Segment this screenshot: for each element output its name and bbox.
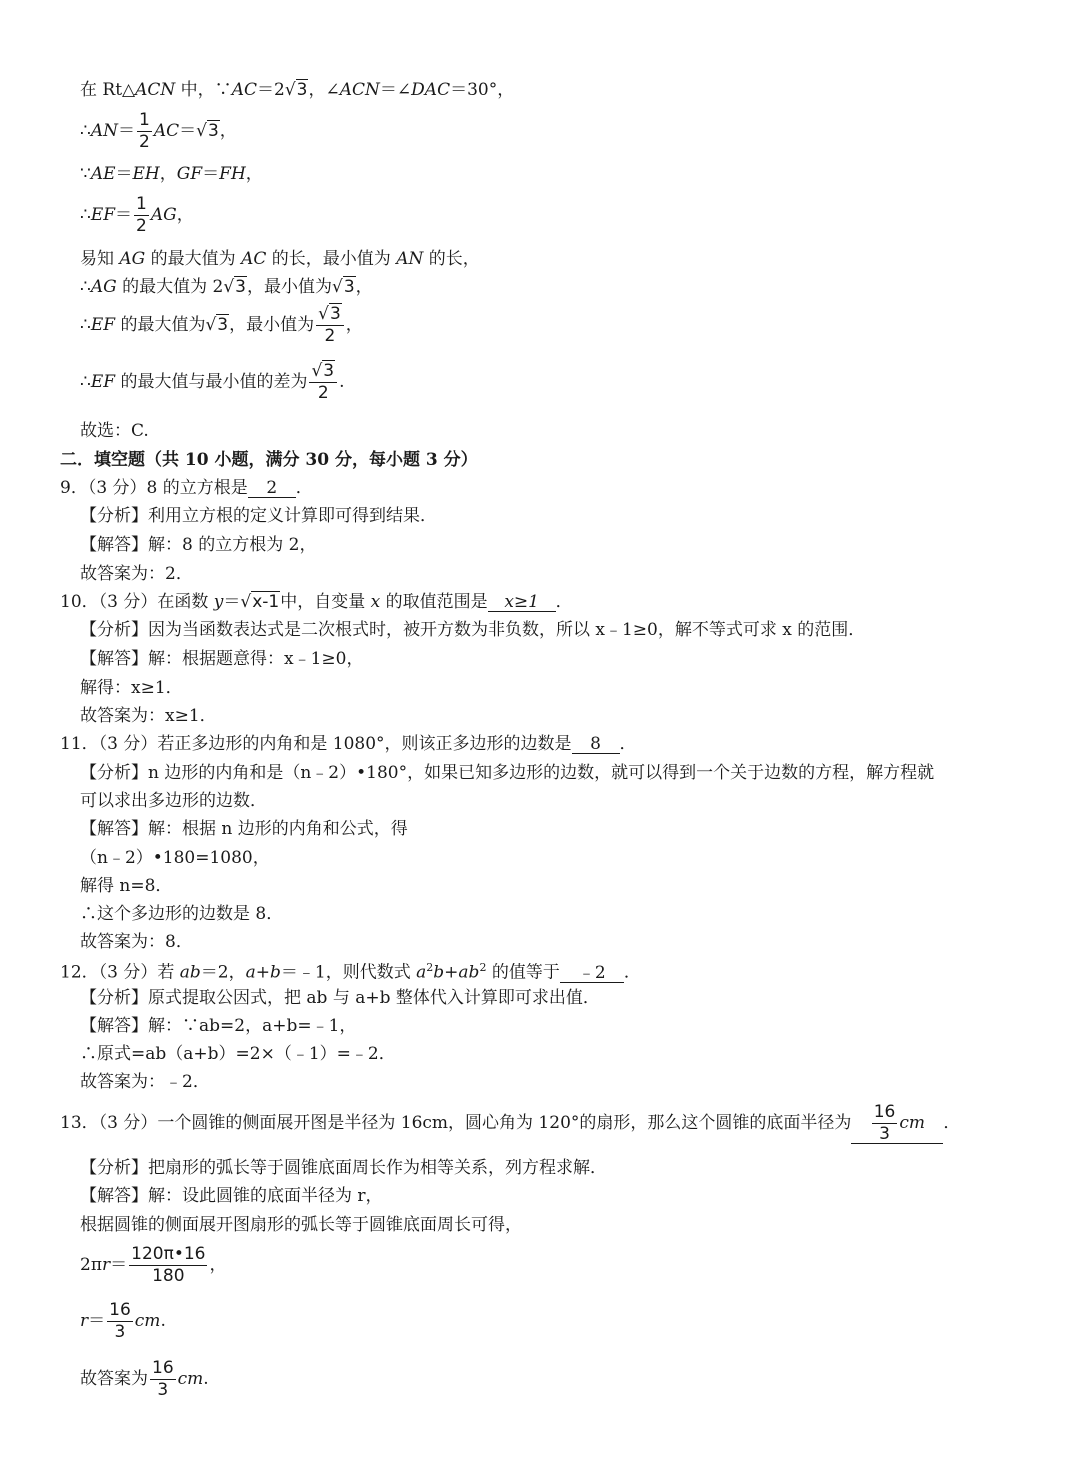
solution-line-2: ∴AN＝ $\frac{1}{2}$ AC＝√3， [80, 110, 237, 152]
q11-final: 故答案为：8． [80, 932, 193, 952]
q9-analysis: 【分析】利用立方根的定义计算即可得到结果． [80, 506, 437, 526]
question-13-stem: 13．（3 分）一个圆锥的侧面展开图是半径为 16cm，圆心角为 120°的扇形，那么这个圆锥的底面半径为 [60, 1113, 852, 1133]
question-12: 12．（3 分）若 ab＝2，a+b＝﹣1，则代数式 $a^2b+ab^2$ 的值等于 ﹣2 ． [60, 961, 641, 983]
solution-line-5: 易知 AG 的最大值为 AC 的长，最小值为 AN 的长， [80, 249, 480, 269]
q13-final: 故答案为 $\frac{16}{3}$ cm. [80, 1358, 209, 1400]
fraction: $\frac{1}{2}$ [136, 194, 147, 236]
solution-line-7: ∴EF 的最大值为√3，最小值为 $\frac{√3}{2}$ ， [80, 304, 363, 346]
q13-solution: 【解答】解：设此圆锥的底面半径为 r， [80, 1186, 383, 1206]
answer-blank: ﹣2 [560, 965, 624, 983]
q9-final: 故答案为：2． [80, 564, 193, 584]
q13-equation-2: r＝ $\frac{16}{3}$ cm. [80, 1300, 166, 1342]
solution-line-4: ∴EF＝ $\frac{1}{2}$ AG， [80, 194, 194, 236]
answer-blank: x≥1 [488, 594, 556, 612]
question-11: 11．（3 分）若正多边形的内角和是 1080°，则该正多边形的边数是 8 ． [60, 734, 637, 754]
solution-line-8: ∴EF 的最大值与最小值的差为 $\frac{√3}{2}$ . [80, 361, 345, 403]
q11-solution: 【解答】解：根据 n 边形的内角和公式，得 [80, 819, 408, 839]
fraction: $\frac{16}{3}$ [109, 1300, 131, 1342]
q11-solution-3: 解得 n=8． [80, 876, 173, 896]
solution-line-1: 在 Rt△ACN 中，∵AC＝2√3，∠ACN＝∠DAC＝30°， [80, 80, 515, 100]
solution-line-6: ∴AG 的最大值为 2√3，最小值为√3， [80, 277, 373, 297]
question-9: 9．（3 分）8 的立方根是 2 ． [60, 478, 313, 498]
answer-blank: 8 [572, 736, 620, 754]
q10-analysis: 【分析】因为当函数表达式是二次根式时，被开方数为非负数，所以 x﹣1≥0，解不等式可求 x 的范围． [80, 620, 866, 640]
question-10: 10．（3 分）在函数 y＝√x-1中，自变量 x 的取值范围是 x≥1 ． [60, 592, 573, 612]
fraction: $\frac{16}{3}$ [152, 1358, 174, 1400]
fraction: $\frac{√3}{2}$ [316, 306, 344, 345]
q12-solution: 【解答】解：∵ab=2，a+b=﹣1， [80, 1016, 357, 1036]
q12-analysis: 【分析】原式提取公因式，把 ab 与 a+b 整体代入计算即可求出值． [80, 988, 600, 1008]
question-11-stem: 11．（3 分）若正多边形的内角和是 1080°，则该正多边形的边数是 [60, 734, 572, 754]
question-9-stem: 9．（3 分）8 的立方根是 [60, 478, 248, 498]
fraction: $\frac{√3}{2}$ [309, 363, 337, 402]
q10-solution: 【解答】解：根据题意得：x﹣1≥0， [80, 649, 364, 669]
q11-solution-2: （n﹣2）•180=1080， [80, 848, 270, 868]
answer-blank: 2 [248, 480, 296, 498]
section-heading: 二．填空题（共 10 小题，满分 30 分，每小题 3 分） [60, 450, 478, 470]
q11-solution-4: ∴这个多边形的边数是 8． [80, 904, 284, 924]
question-13: 13．（3 分）一个圆锥的侧面展开图是半径为 16cm，圆心角为 120°的扇形，那么这个圆锥的底面半径为 $\frac{16}{3}$ cm ． [60, 1102, 961, 1144]
q11-analysis-2: 可以求出多边形的边数． [80, 791, 267, 811]
answer-blank: $\frac{16}{3}$ cm [851, 1104, 943, 1144]
q13-solution-2: 根据圆锥的侧面展开图扇形的弧长等于圆锥底面周长可得， [80, 1215, 522, 1235]
fraction: $\frac{1}{2}$ [138, 110, 150, 152]
q12-final: 故答案为：﹣2． [80, 1072, 210, 1092]
q13-equation-1: 2πr＝ $\frac{120\pi•16}{180}$ ， [80, 1244, 227, 1286]
q13-analysis: 【分析】把扇形的弧长等于圆锥底面周长作为相等关系，列方程求解． [80, 1158, 607, 1178]
q9-solution: 【解答】解：8 的立方根为 2， [80, 535, 317, 555]
q12-solution-2: ∴原式=ab（a+b）=2×（﹣1）=﹣2． [80, 1044, 396, 1064]
q10-solution-2: 解得：x≥1． [80, 678, 183, 698]
q11-analysis: 【分析】n 边形的内角和是（n﹣2）•180°，如果已知多边形的边数，就可以得到一个关于边数的方程，解方程就 [80, 763, 935, 783]
q10-final: 故答案为：x≥1． [80, 706, 217, 726]
solution-line-3: ∵AE＝EH，GF＝FH， [80, 164, 263, 184]
fraction: $\frac{120\pi•16}{180}$ [131, 1244, 206, 1286]
choice-answer: 故选：C. [80, 421, 149, 441]
